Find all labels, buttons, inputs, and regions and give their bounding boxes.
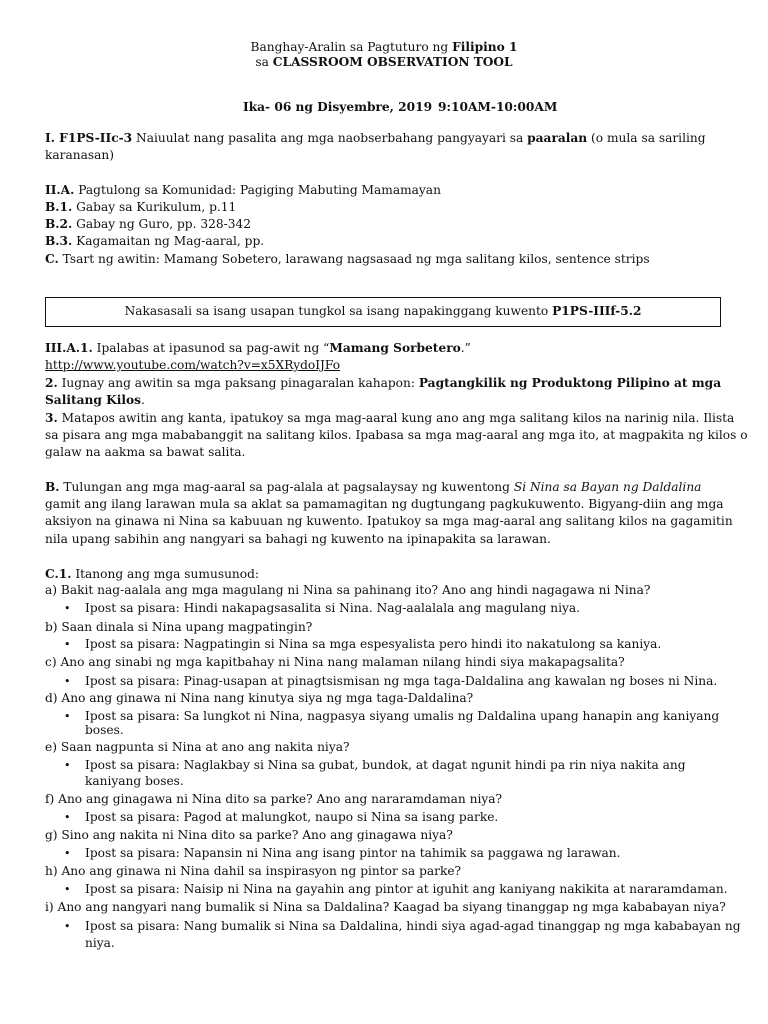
subtitle-prefix: sa: [255, 55, 273, 69]
answer-d-line-1: Ipost sa pisara: Sa lungkot ni Nina, nagpasya siyang umalis ng Daldalina upang hanapin ang kaniyang: [85, 709, 720, 723]
question-f: f) Ano ang ginagawa ni Nina dito sa parke? Ano ang nararamdaman niya?: [45, 792, 503, 806]
content-item: II.A. Pagtulong sa Komunidad: Pagiging Mabuting Mamamayan: [45, 183, 441, 197]
lesson-time: 9:10AM-10:00AM: [438, 100, 558, 114]
question-g: g) Sino ang nakita ni Nina dito sa parke? Ano ang ginagawa niya?: [45, 828, 453, 842]
section-b-line-4: nila upang sabihin ang nangyari sa bahagi ng kuwento na ipinapakita sa larawan.: [45, 532, 551, 546]
question-h: h) Ano ang ginawa ni Nina dahil sa inspirasyon ng pintor sa parke?: [45, 864, 462, 878]
answer-c: Ipost sa pisara: Pinag-usapan at pinagtsismisan ng mga taga-Daldalina ang kawalan ng boses ni Nina.: [85, 674, 718, 688]
procedure-2-line-1: 2. Iugnay ang awitin sa mga paksang pinagaralan kahapon: Pagtangkilik ng Produktong Pilipino at mga: [45, 376, 722, 390]
document-title: [0, 40, 768, 55]
question-d: d) Ano ang ginawa ni Nina nang kinutya siya ng mga taga-Daldalina?: [45, 691, 474, 705]
answer-i-line-1: Ipost sa pisara: Nang bumalik si Nina sa Daldalina, hindi siya agad-agad tinanggap ng mga kababayan ng: [85, 919, 741, 933]
question-b: b) Saan dinala si Nina upang magpatingin?: [45, 620, 313, 634]
objective-line-1: I. F1PS-IIc-3 Naiuulat nang pasalita ang mga naobserbahang pangyayari sa paaralan (o mula sa sariling: [45, 131, 706, 145]
reference-item: B.1. Gabay sa Kurikulum, p.11: [45, 200, 237, 214]
question-i: i) Ano ang nangyari nang bumalik si Nina sa Daldalina? Kaagad ba siyang tinanggap ng mga kababayan niya?: [45, 900, 726, 914]
subtitle-tool: CLASSROOM OBSERVATION TOOL: [272, 55, 513, 69]
answer-b: Ipost sa pisara: Nagpatingin si Nina sa mga espesyalista pero hindi ito nakatulong sa kaniya.: [85, 637, 662, 651]
procedure-2-line-2: Salitang Kilos.: [45, 393, 145, 407]
answer-e-line-1: Ipost sa pisara: Naglakbay si Nina sa gubat, bundok, at dagat ngunit hindi pa rin niya nakita ang: [85, 758, 686, 772]
bullet-icon: •: [64, 883, 71, 896]
document-subtitle: [0, 55, 768, 70]
objective-code: I. F1PS-IIc-3: [45, 131, 133, 145]
section-b-line-3: aksiyon na ginawa ni Nina sa kabuuan ng kuwento. Ipatukoy sa mga mag-aaral ang salitang kilos na gagamitin: [45, 514, 733, 528]
reference-item: B.3. Kagamaitan ng Mag-aaral, pp.: [45, 234, 265, 248]
bullet-icon: •: [64, 811, 71, 824]
bullet-icon: •: [64, 710, 71, 723]
answer-a: Ipost sa pisara: Hindi nakapagsasalita si Nina. Nag-aalalala ang magulang niya.: [85, 601, 581, 615]
bullet-icon: •: [64, 847, 71, 860]
title-text: Banghay-Aralin sa Pagtuturo ng: [250, 40, 453, 54]
video-link[interactable]: http://www.youtube.com/watch?v=x5XRydoIJFo: [45, 358, 341, 372]
lesson-date: Ika- 06 ng Disyembre, 2019: [243, 100, 433, 114]
bullet-icon: •: [64, 675, 71, 688]
objective-bold-word: paaralan: [527, 131, 588, 145]
procedure-3-line-3: galaw na aakma sa bawat salita.: [45, 445, 246, 459]
answer-i-line-2: niya.: [85, 936, 115, 950]
answer-g: Ipost sa pisara: Napansin ni Nina ang isang pintor na tahimik sa paggawa ng larawan.: [85, 846, 621, 860]
answer-h: Ipost sa pisara: Naisip ni Nina na gayahin ang pintor at iguhit ang kaniyang nakikita at nararamdaman.: [85, 882, 728, 896]
question-e: e) Saan nagpunta si Nina at ano ang nakita niya?: [45, 740, 350, 754]
bullet-icon: •: [64, 759, 71, 772]
section-b-line-1: B. Tulungan ang mga mag-aaral sa pag-alala at pagsalaysay ng kuwentong Si Nina sa Bayan ng Daldalina: [45, 480, 702, 494]
question-a: a) Bakit nag-aalala ang mga magulang ni Nina sa pahinang ito? Ano ang hindi nagagawa ni Nina?: [45, 583, 651, 597]
answer-f: Ipost sa pisara: Pagod at malungkot, naupo si Nina sa isang parke.: [85, 810, 499, 824]
section-c1-heading: C.1. Itanong ang mga sumusunod:: [45, 567, 260, 581]
title-subject: Filipino 1: [452, 40, 518, 54]
answer-e-line-2: kaniyang boses.: [85, 774, 184, 788]
story-title: Si Nina sa Bayan ng Daldalina: [513, 480, 702, 494]
bullet-icon: •: [64, 920, 71, 933]
competency-box: [45, 297, 721, 327]
procedure-3-line-2: sa pisara ang mga mababanggit na salitang kilos. Ipabasa sa mga mag-aaral ang mga ito, at magpakita ng kilos o: [45, 428, 748, 442]
bullet-icon: •: [64, 602, 71, 615]
question-c: c) Ano ang sinabi ng mga kapitbahay ni Nina nang malaman nilang hindi siya makapagsalita?: [45, 655, 625, 669]
answer-d-line-2: boses.: [85, 723, 124, 737]
objective-line-2: karanasan): [45, 148, 114, 162]
procedure-a1: III.A.1. Ipalabas at ipasunod sa pag-awit ng “Mamang Sorbetero.”: [45, 341, 471, 355]
materials-item: C. Tsart ng awitin: Mamang Sobetero, larawang nagsasaad ng mga salitang kilos, sentence strips: [45, 252, 650, 266]
procedure-3-line-1: 3. Matapos awitin ang kanta, ipatukoy sa mga mag-aaral kung ano ang mga salitang kilos na narinig nila. Ilista: [45, 411, 735, 425]
bullet-icon: •: [64, 638, 71, 651]
reference-item: B.2. Gabay ng Guro, pp. 328-342: [45, 217, 251, 231]
competency-text: Nakasasali sa isang usapan tungkol sa isang napakinggang kuwento P1PS-IIIf-5.2: [124, 304, 642, 318]
section-b-line-2: gamit ang ilang larawan mula sa aklat sa pamamagitan ng dugtungang pagkukuwento. Bigyang-diin ang mga: [45, 497, 724, 511]
competency-code: P1PS-IIIf-5.2: [552, 304, 642, 318]
song-title: Mamang Sorbetero: [329, 341, 461, 355]
